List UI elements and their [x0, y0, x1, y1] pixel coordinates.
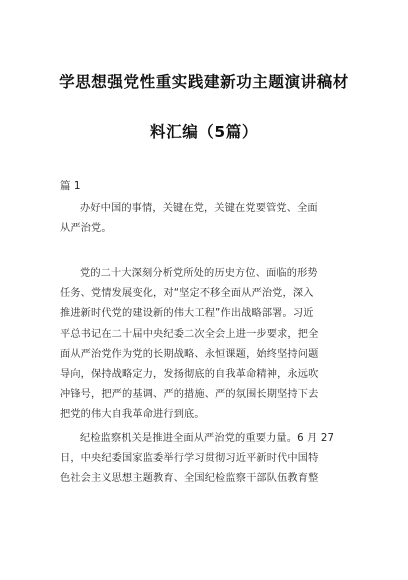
paragraph-3-line: 日，中央纪委国家监委举行学习贯彻习近平新时代中国特 — [60, 453, 319, 465]
paragraph-2 — [60, 264, 350, 426]
paragraph-2-line: 导向，保持战略定力，发扬彻底的自我革命精神，永远吹 — [60, 369, 319, 381]
paragraph-2-line: 任务、党情发展变化，对“坚定不移全面从严治党，深入 — [60, 288, 314, 300]
paragraph-3-line: 纪检监察机关是推进全面从严治党的重要力量。6 月 27 — [80, 433, 335, 444]
document-title-line-1: 学思想强党性重实践建新功主题演讲稿材 — [59, 73, 349, 91]
paragraph-3 — [60, 429, 350, 490]
paragraph-1-line: 从严治党。 — [60, 223, 112, 235]
paragraph-2-line: 冲锋号，把严的基调、严的措施、严的氛围长期坚持下去 — [60, 389, 319, 401]
paragraph-2-line: 推进新时代党的建设新的伟大工程”作出战略部署。习近 — [60, 308, 314, 320]
paragraph-1 — [60, 199, 350, 239]
section-label: 篇 1 — [60, 180, 81, 192]
paragraph-2-line: 把党的伟大自我革命进行到底。 — [60, 409, 205, 421]
paragraph-2-line: 平总书记在二十届中央纪委二次全会上进一步要求，把全 — [60, 328, 319, 340]
paragraph-1-line: 办好中国的事情，关键在党，关键在党要管党、全面 — [80, 203, 318, 214]
paragraph-3-line: 色社会主义思想主题教育、全国纪检监察干部队伍教育整 — [60, 473, 319, 485]
paragraph-2-line: 党的二十大深刻分析党所处的历史方位、面临的形势 — [80, 268, 318, 279]
paragraph-2-line: 面从严治党作为党的长期战略、永恒课题，始终坚持问题 — [60, 348, 319, 360]
document-title-line-2: 料汇编（5篇） — [150, 123, 258, 141]
